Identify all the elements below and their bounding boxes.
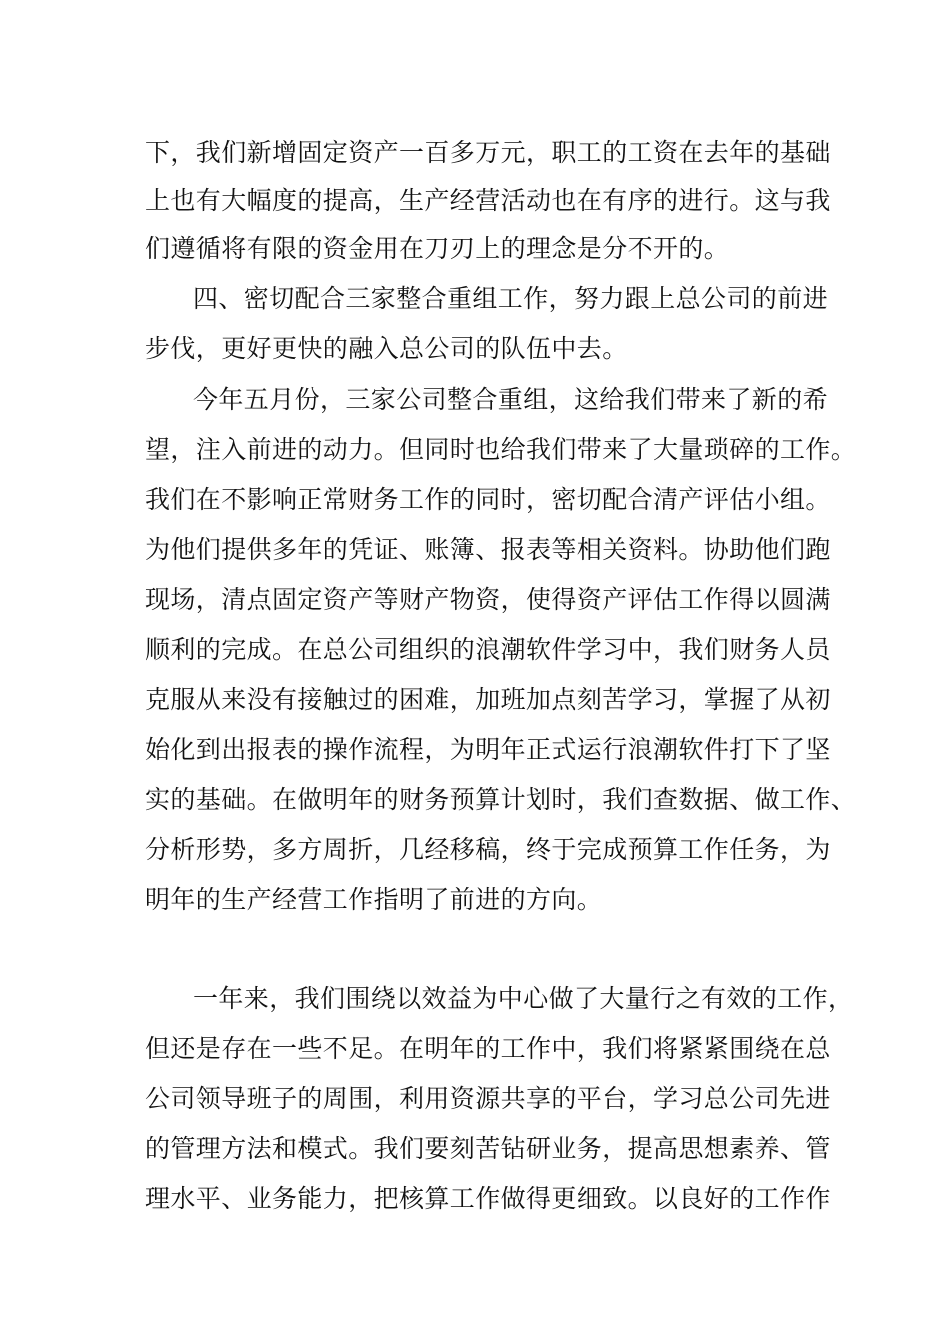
text-line: 的管理方法和模式。我们要刻苦钻研业务，提高思想素养、管	[145, 1134, 831, 1163]
text-line: 我们在不影响正常财务工作的同时，密切配合清产评估小组。	[145, 485, 831, 514]
text-line: 分析形势，多方周折，几经移稿，终于完成预算工作任务，为	[145, 835, 831, 864]
text-line: 为他们提供多年的凭证、账簿、报表等相关资料。协助他们跑	[145, 535, 831, 564]
text-line: 今年五月份，三家公司整合重组，这给我们带来了新的希	[193, 385, 829, 414]
text-line: 实的基础。在做明年的财务预算计划时，我们查数据、做工作、	[145, 785, 857, 814]
text-line: 顺利的完成。在总公司组织的浪潮软件学习中，我们财务人员	[145, 635, 831, 664]
text-line: 始化到出报表的操作流程，为明年正式运行浪潮软件打下了坚	[145, 735, 831, 764]
text-line: 公司领导班子的周围，利用资源共享的平台，学习总公司先进	[145, 1084, 831, 1113]
section-heading-continued: 步伐，更好更快的融入总公司的队伍中去。	[145, 334, 628, 363]
text-line: 上也有大幅度的提高，生产经营活动也在有序的进行。这与我	[145, 186, 831, 215]
text-line: 们遵循将有限的资金用在刀刃上的理念是分不开的。	[145, 234, 730, 263]
section-heading: 四、密切配合三家整合重组工作，努力跟上总公司的前进	[193, 284, 829, 313]
text-line: 现场，清点固定资产等财产物资，使得资产评估工作得以圆满	[145, 585, 831, 614]
text-line: 但还是存在一些不足。在明年的工作中，我们将紧紧围绕在总	[145, 1034, 831, 1063]
text-line: 克服从来没有接触过的困难，加班加点刻苦学习，掌握了从初	[145, 685, 831, 714]
text-line: 理水平、业务能力，把核算工作做得更细致。以良好的工作作	[145, 1184, 831, 1213]
text-line: 一年来，我们围绕以效益为中心做了大量行之有效的工作，	[193, 984, 854, 1013]
text-line: 望，注入前进的动力。但同时也给我们带来了大量琐碎的工作。	[145, 435, 857, 464]
text-line: 明年的生产经营工作指明了前进的方向。	[145, 885, 603, 914]
text-line: 下，我们新增固定资产一百多万元，职工的工资在去年的基础	[145, 138, 831, 167]
